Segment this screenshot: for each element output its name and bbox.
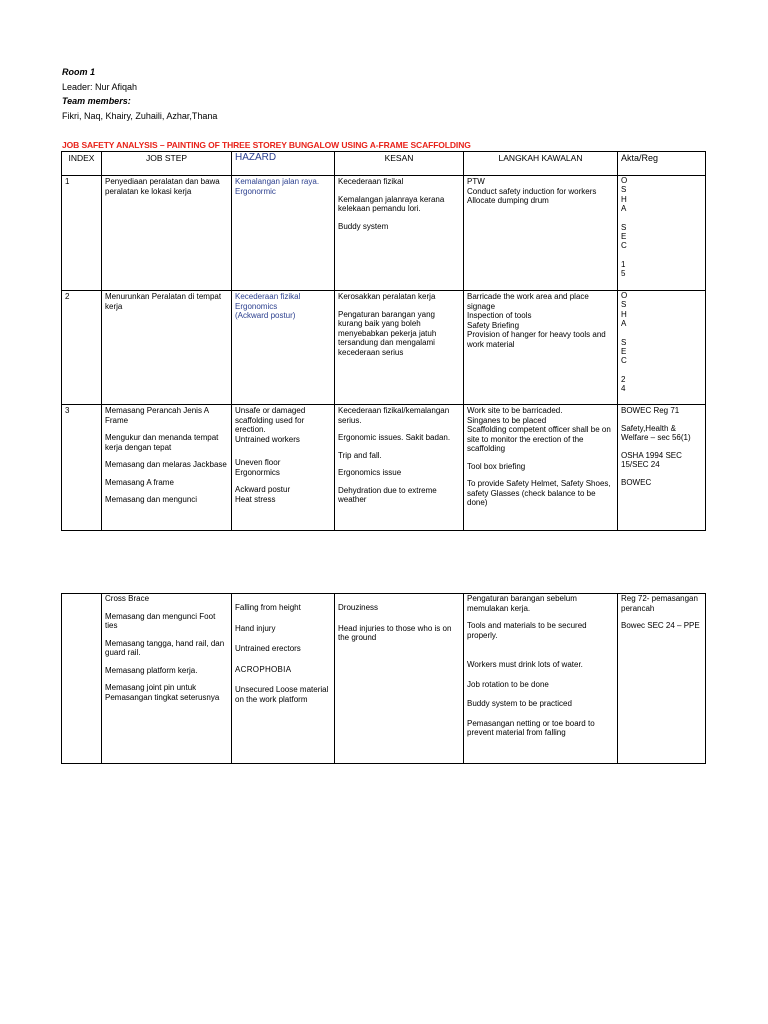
row-akta: BOWEC Reg 71 Safety,Health & Welfare – sec 56(1) OSHA 1994 SEC 15/SEC 24 BOWEC (618, 405, 706, 531)
row-langkah-kawalan: Pengaturan barangan sebelum memulakan kerja. Tools and materials to be secured properly. Workers must drink lots of water. Job rotation to be done Buddy system to be practiced Pemasangan netting or toe board to prevent material from falling (464, 594, 618, 764)
table-row (62, 405, 706, 531)
row-akta: Reg 72- pemasangan perancah Bowec SEC 24 – PPE (618, 594, 706, 764)
row-langkah-kawalan: PTW Conduct safety induction for workers Allocate dumping drum (464, 176, 618, 291)
row-index (62, 594, 102, 764)
row-kesan: Kecederaan fizikal/kemalangan serius. Ergonomic issues. Sakit badan. Trip and fall. Ergonomics issue Dehydration due to extreme weather (335, 405, 464, 531)
table-header-row (62, 152, 706, 176)
col-header-hazard: HAZARD (232, 152, 335, 176)
jsa-table-continued (61, 593, 706, 764)
row-langkah-kawalan: Barricade the work area and place signage Inspection of tools Safety Briefing Provision of hanger for heavy tools and work material (464, 291, 618, 405)
row-kesan: Kerosakkan peralatan kerja Pengaturan barangan yang kurang baik yang boleh menyebabkan pekerja jatuh tersandung dan mengalami kecederaan serius (335, 291, 464, 405)
room-label: Room 1 (62, 67, 96, 77)
row-job-step: Memasang Perancah Jenis A Frame Mengukur dan menanda tempat kerja dengan tepat Memasang dan melaras Jackbase Memasang A frame Memasang dan mengunci (102, 405, 232, 531)
row-hazard: Unsafe or damaged scaffolding used for erection. Untrained workers Uneven floor Ergonormics Ackward postur Heat stress (232, 405, 335, 531)
team-members-list: Fikri, Naq, Khairy, Zuhaili, Azhar,Thana (62, 111, 218, 121)
row-akta: O S H A S E C 2 4 (618, 291, 706, 405)
jsa-table (61, 151, 706, 531)
row-hazard: Falling from height Hand injury Untrained erectors ACROPHOBIA Unsecured Loose material on the work platform (232, 594, 335, 764)
document-title: JOB SAFETY ANALYSIS – PAINTING OF THREE STOREY BUNGALOW USING A-FRAME SCAFFOLDING (62, 140, 471, 150)
row-index: 3 (62, 405, 102, 531)
row-langkah-kawalan: Work site to be barricaded. Singanes to be placed Scaffolding competent officer shall be on site to monitor the erection of the scaffolding Tool box briefing To provide Safety Helmet, Safety Shoes, safety Glasses (check balance to be done) (464, 405, 618, 531)
row-job-step: Menurunkan Peralatan di tempat kerja (102, 291, 232, 405)
row-kesan: Kecederaan fizikal Kemalangan jalanraya kerana kelekaan pemandu lori. Buddy system (335, 176, 464, 291)
col-header-kesan: KESAN (335, 152, 464, 176)
table-row (62, 594, 706, 764)
row-index: 2 (62, 291, 102, 405)
row-job-step: Cross Brace Memasang dan mengunci Foot ties Memasang tangga, hand rail, dan guard rail. Memasang platform kerja. Memasang joint pin untuk Pemasangan tingkat seterusnya (102, 594, 232, 764)
table-row (62, 291, 706, 405)
team-members-heading: Team members: (62, 96, 131, 106)
row-job-step: Penyediaan peralatan dan bawa peralatan ke lokasi kerja (102, 176, 232, 291)
row-hazard: Kemalangan jalan raya. Ergonormic (232, 176, 335, 291)
col-header-akta-reg: Akta/Reg (618, 152, 706, 176)
row-kesan: Drouziness Head injuries to those who is on the ground (335, 594, 464, 764)
row-index: 1 (62, 176, 102, 291)
row-hazard: Kecederaan fizikal Ergonomics (Ackward postur) (232, 291, 335, 405)
row-akta: O S H A S E C 1 5 (618, 176, 706, 291)
col-header-job-step: JOB STEP (102, 152, 232, 176)
leader-label: Leader: Nur Afiqah (62, 82, 138, 92)
table-row (62, 176, 706, 291)
col-header-langkah-kawalan: LANGKAH KAWALAN (464, 152, 618, 176)
col-header-index: INDEX (62, 152, 102, 176)
